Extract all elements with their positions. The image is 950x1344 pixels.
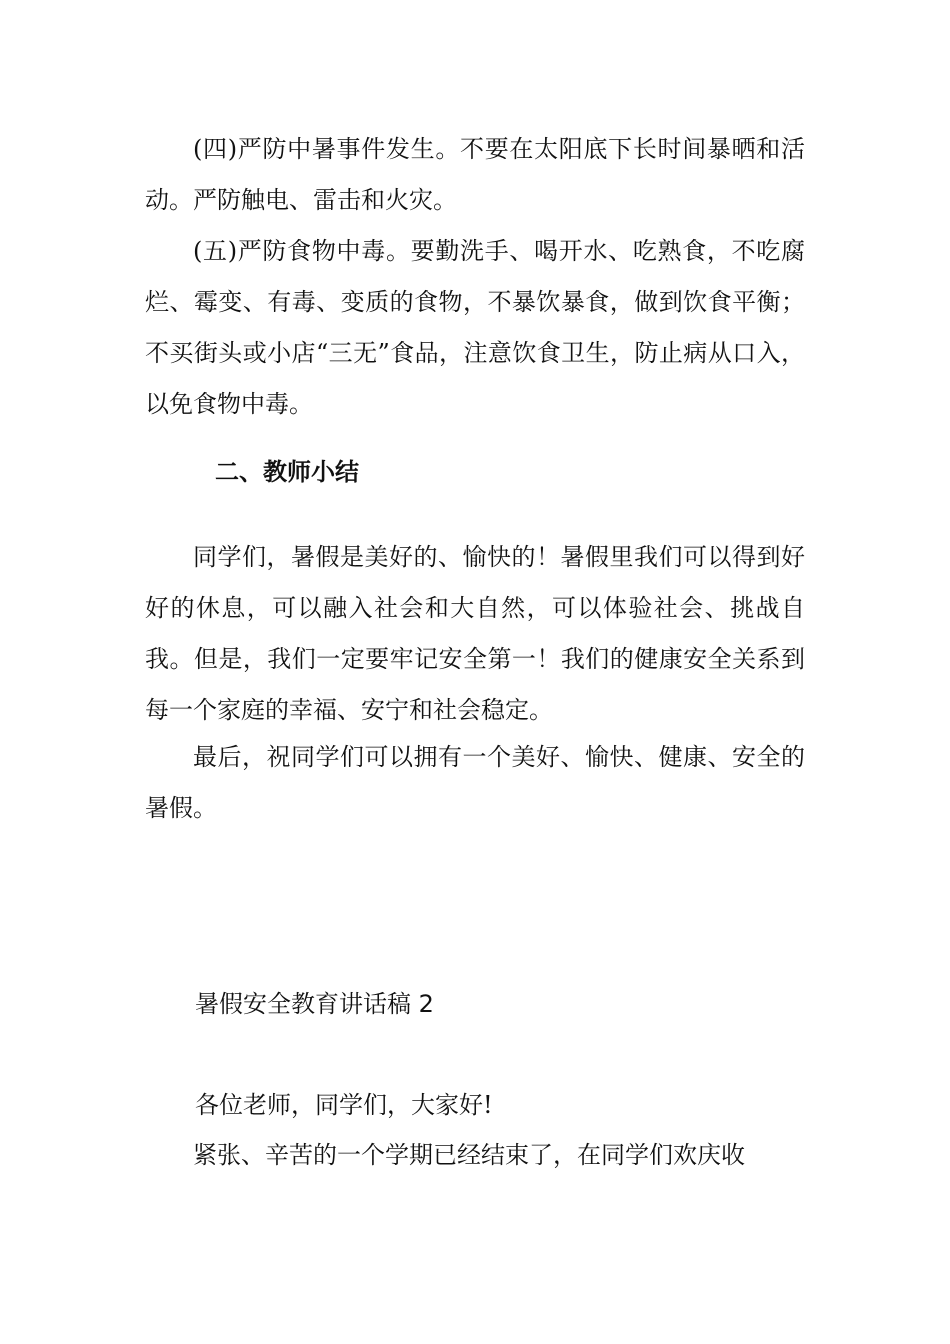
speech-title: 暑假安全教育讲话稿 2 xyxy=(195,990,434,1018)
greeting-line: 各位老师，同学们，大家好! xyxy=(195,1091,493,1119)
paragraph-food-poisoning: (五)严防食物中毒。要勤洗手、喝开水、吃熟食，不吃腐烂、霉变、有毒、变质的食物，不暴饮暴食，做到饮食平衡；不买街头或小店“三无”食品，注意饮食卫生，防止病从口入，以免食物中毒。 xyxy=(145,237,805,418)
paragraph-closing: 最后，祝同学们可以拥有一个美好、愉快、健康、安全的暑假。 xyxy=(145,743,805,822)
section-heading-teacher-summary: 二、教师小结 xyxy=(215,458,359,486)
paragraph-heatstroke: (四)严防中暑事件发生。不要在太阳底下长时间暴晒和活动。严防触电、雷击和火灾。 xyxy=(145,135,805,214)
opening-line: 紧张、辛苦的一个学期已经结束了，在同学们欢庆收 xyxy=(193,1141,745,1169)
paragraph-summary: 同学们，暑假是美好的、愉快的！暑假里我们可以得到好好的休息，可以融入社会和大自然，可以体验社会、挑战自我。但是，我们一定要牢记安全第一！我们的健康安全关系到每一个家庭的幸福、安宁和社会稳定。 xyxy=(145,543,805,724)
